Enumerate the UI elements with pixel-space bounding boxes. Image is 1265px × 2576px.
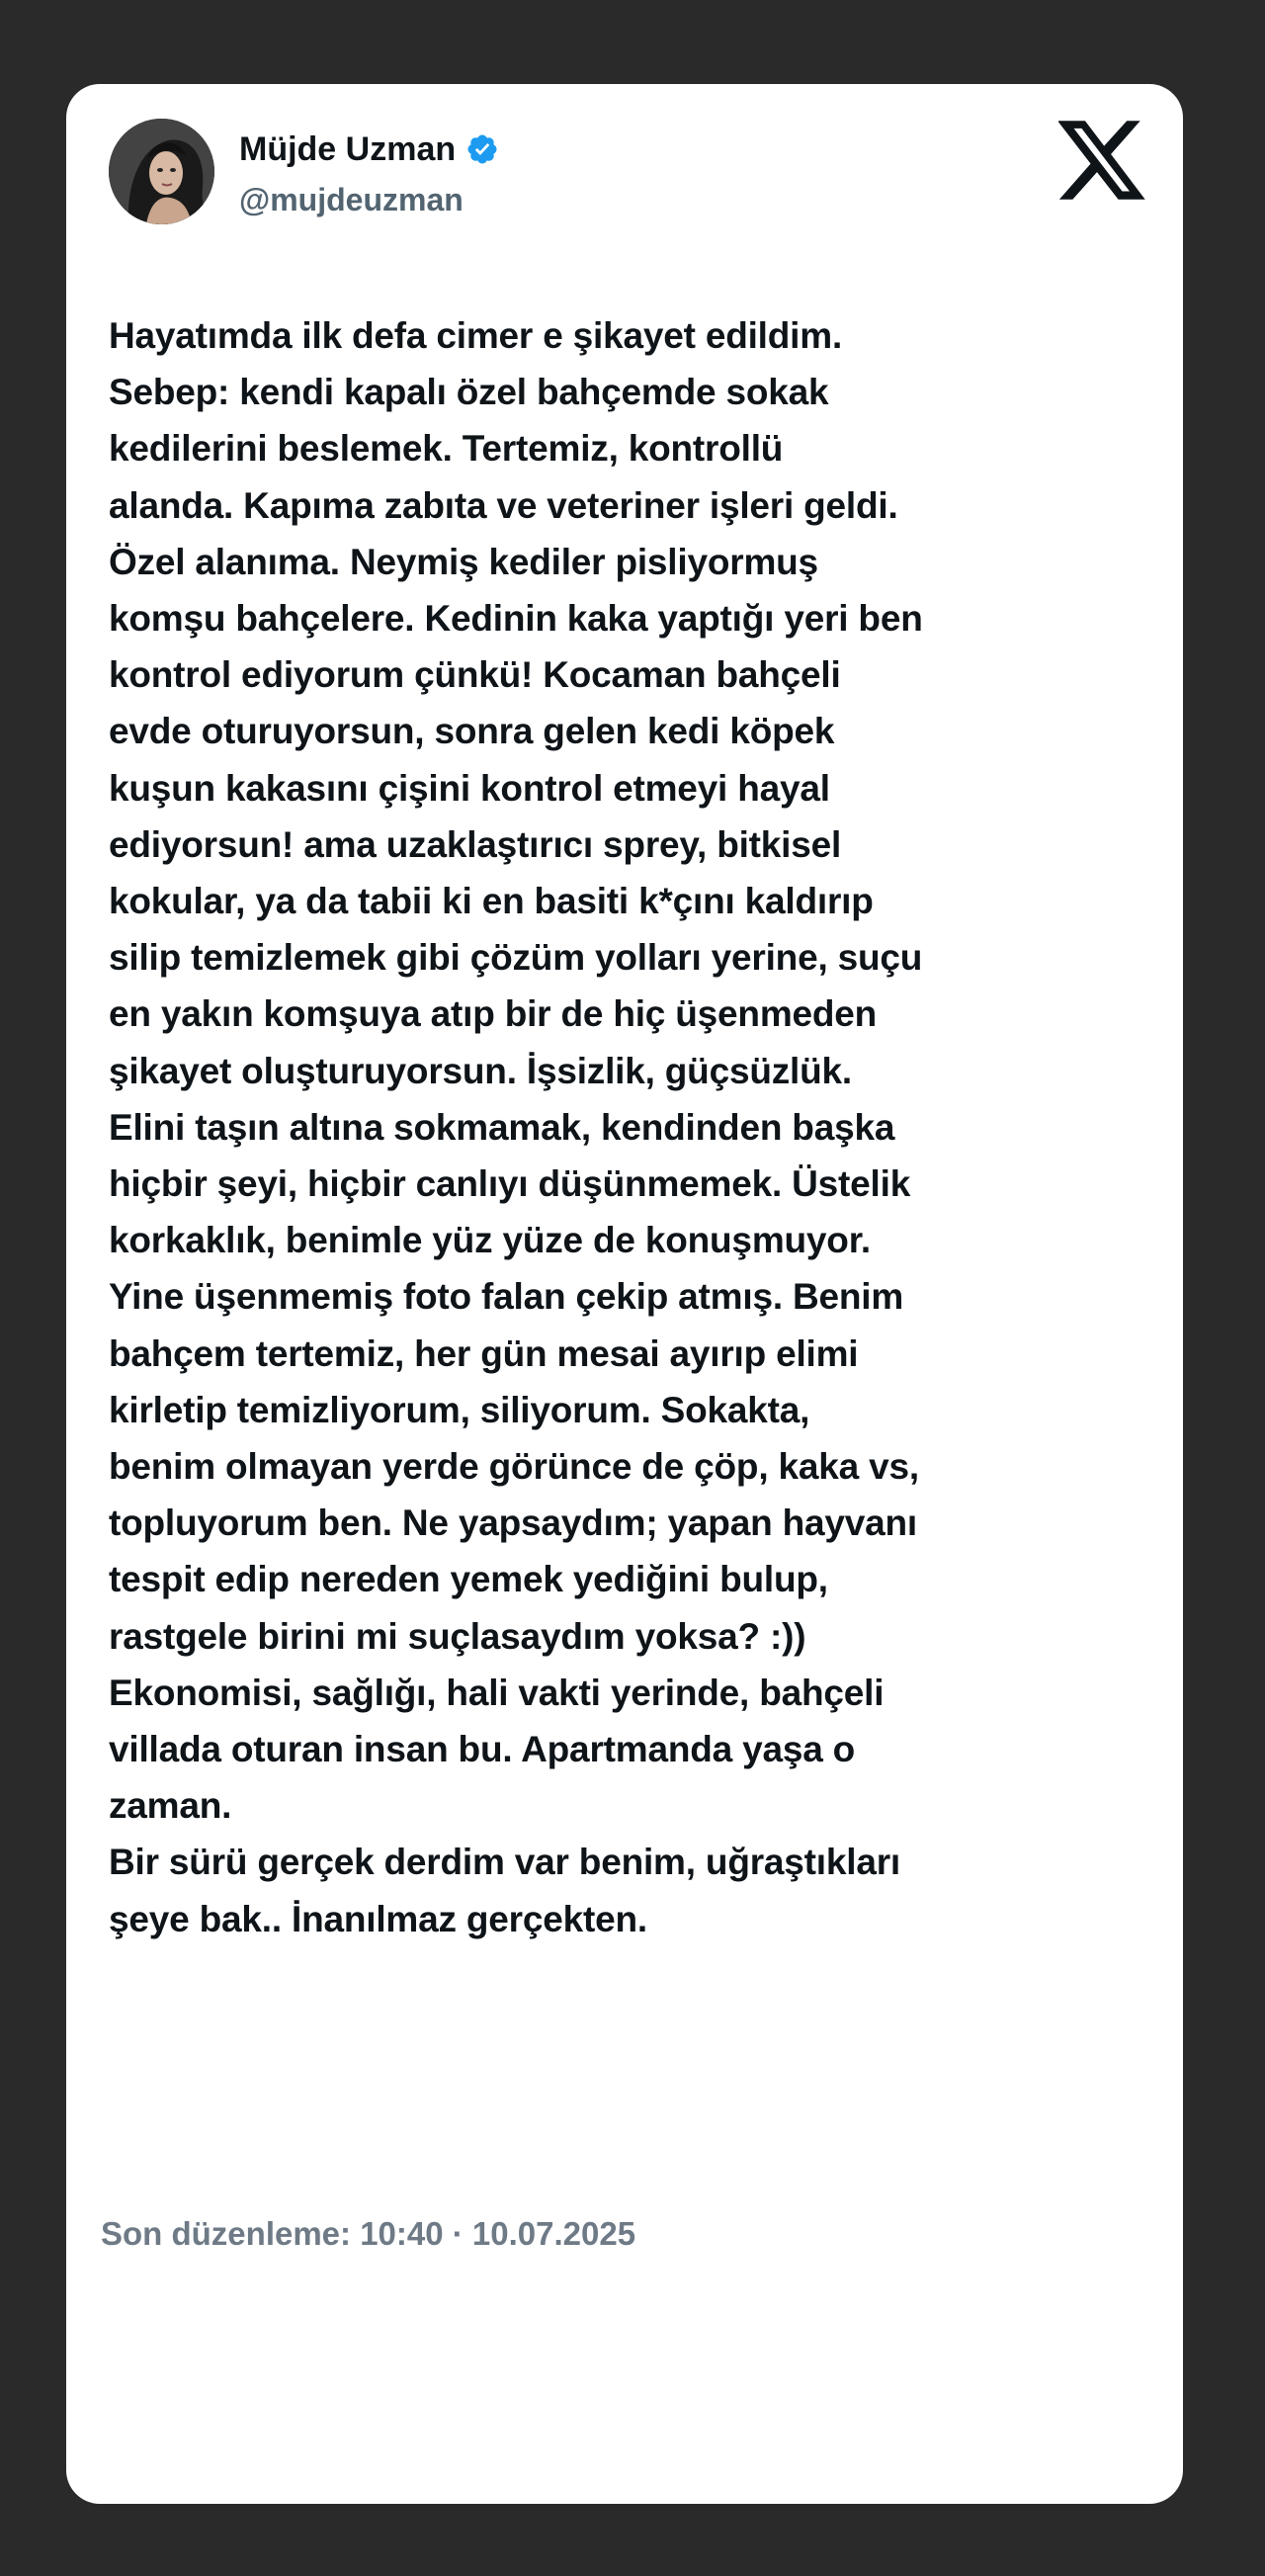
tweet-text-line: benim olmayan yerde görünce de çöp, kaka vs, <box>109 1446 919 1488</box>
author-avatar[interactable] <box>109 119 214 224</box>
tweet-text-line: Bir sürü gerçek derdim var benim, uğraştıkları <box>109 1842 900 1883</box>
tweet-text-line: Ekonomisi, sağlığı, hali vakti yerinde, bahçeli <box>109 1672 885 1713</box>
tweet-text-line: Yine üşenmemiş foto falan çekip atmış. Benim <box>109 1276 904 1318</box>
tweet-text-line: rastgele birini mi suçlasaydım yoksa? :)) <box>109 1615 806 1657</box>
tweet-text-line: hiçbir şeyi, hiçbir canlıyı düşünmemek. Üstelik <box>109 1163 911 1205</box>
tweet-text-line: kokular, ya da tabii ki en basiti k*çını kaldırıp <box>109 881 874 922</box>
tweet-text-line: ediyorsun! ama uzaklaştırıcı sprey, bitkisel <box>109 823 842 865</box>
tweet-text-line: Sebep: kendi kapalı özel bahçemde sokak <box>109 372 829 413</box>
tweet-card <box>66 84 1183 2504</box>
tweet-text-line: topluyorum ben. Ne yapsaydım; yapan hayvanı <box>109 1503 917 1544</box>
tweet-text-line: alanda. Kapıma zabıta ve veteriner işleri geldi. <box>109 484 898 526</box>
tweet-text-line: şeye bak.. İnanılmaz gerçekten. <box>109 1898 647 1939</box>
tweet-text-line: komşu bahçelere. Kedinin kaka yaptığı yeri ben <box>109 598 923 640</box>
tweet-text-line: evde oturuyorsun, sonra gelen kedi köpek <box>109 711 835 752</box>
tweet-text-line: şikayet oluşturuyorsun. İşsizlik, güçsüzlük. <box>109 1050 852 1091</box>
tweet-text-line: en yakın komşuya atıp bir de hiç üşenmeden <box>109 993 878 1035</box>
tweet-text-line: tespit edip nereden yemek yediğini bulup, <box>109 1559 828 1600</box>
tweet-text-line: kedilerini beslemek. Tertemiz, kontrollü <box>109 428 784 470</box>
tweet-text-line: zaman. <box>109 1785 232 1827</box>
x-logo-icon[interactable] <box>1058 120 1145 201</box>
tweet-text-line: kuşun kakasını çişini kontrol etmeyi hayal <box>109 767 830 809</box>
tweet-text-line: villada oturan insan bu. Apartmanda yaşa o <box>109 1729 856 1770</box>
tweet-text <box>109 307 1156 1947</box>
edited-timestamp[interactable]: Son düzenleme: 10:40 · 10.07.2025 <box>101 2215 636 2252</box>
tweet-text-line: korkaklık, benimle yüz yüze de konuşmuyor. <box>109 1220 871 1261</box>
avatar-photo <box>109 119 214 224</box>
verified-badge-icon <box>465 132 499 166</box>
author-name-row <box>239 129 499 169</box>
tweet-text-line: bahçem tertemiz, her gün mesai ayırıp elimi <box>109 1332 859 1374</box>
tweet-text-line: Özel alanıma. Neymiş kediler pisliyormuş <box>109 541 818 582</box>
tweet-text-line: kirletip temizliyorum, siliyorum. Sokakta, <box>109 1389 810 1430</box>
author-handle[interactable]: @mujdeuzman <box>239 182 464 217</box>
tweet-text-line: Hayatımda ilk defa cimer e şikayet edildim. <box>109 315 843 356</box>
tweet-text-line: silip temizlemek gibi çözüm yolları yerine, suçu <box>109 937 923 979</box>
tweet-text-line: Elini taşın altına sokmamak, kendinden başka <box>109 1106 895 1148</box>
author-display-name[interactable]: Müjde Uzman <box>239 130 457 168</box>
tweet-text-line: kontrol ediyorum çünkü! Kocaman bahçeli <box>109 654 841 696</box>
